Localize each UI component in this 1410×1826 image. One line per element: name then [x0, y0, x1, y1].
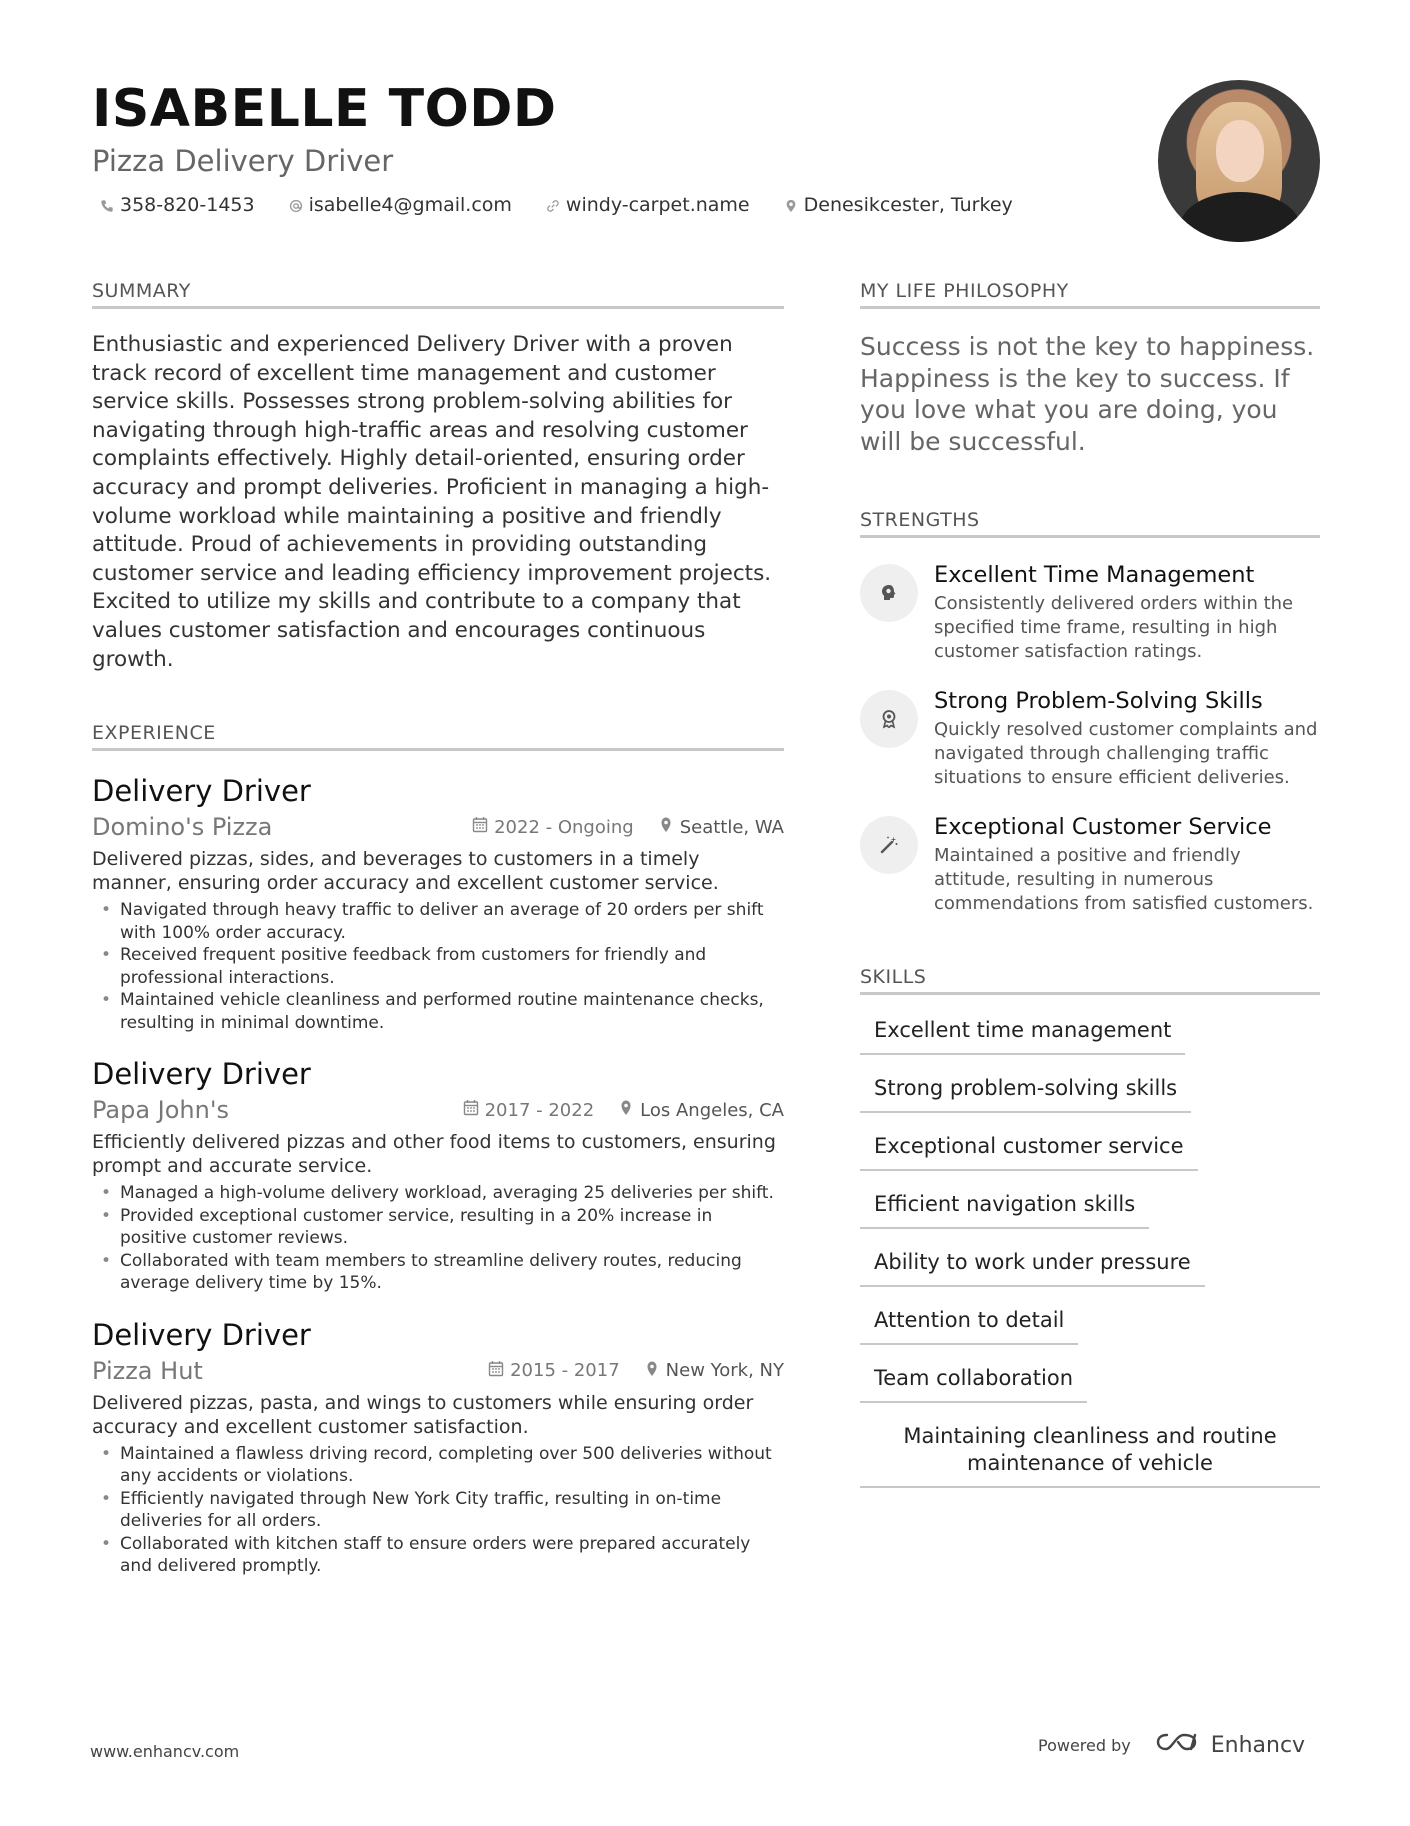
summary-heading: SUMMARY [92, 280, 784, 309]
skill-tag: Ability to work under pressure [860, 1241, 1205, 1287]
strength-description: Consistently delivered orders within the specified time frame, resulting in high customer satisfaction ratings. [934, 593, 1294, 662]
location-text: Denesikcester, Turkey [803, 194, 1013, 216]
philosophy-heading: MY LIFE PHILOSOPHY [860, 280, 1320, 309]
strength-item [860, 686, 1320, 790]
strength-item [860, 812, 1320, 916]
job-dates [472, 816, 634, 838]
philosophy-text: Success is not the key to happiness. Happiness is the key to success. If you love what you are doing, you will be successful. [860, 332, 1315, 456]
link-icon [546, 197, 560, 213]
skill-tag: Attention to detail [860, 1299, 1078, 1345]
job-bullets [92, 899, 784, 1034]
contact-row [92, 194, 1152, 216]
job-bullet: • Efficiently navigated through New York City traffic, resulting in on-time deliveries for all orders. [92, 1488, 784, 1533]
infinity-logo-icon [1155, 1730, 1201, 1760]
job-description: Delivered pizzas, pasta, and wings to customers while ensuring order accuracy and excellent customer satisfaction. [92, 1391, 754, 1438]
email-text: isabelle4@gmail.com [308, 194, 512, 216]
job-meta [463, 1099, 784, 1121]
job-title: Delivery Driver [92, 774, 311, 809]
skills-heading: SKILLS [860, 966, 1320, 995]
magic-wand-icon [860, 816, 918, 874]
summary-text: Enthusiastic and experienced Delivery Driver with a proven track record of excellent time management and customer service skills. Possesses strong problem-solving abilities for navigating through high-traffic areas and resolving customer complaints effectively. Highly detail-oriented, ensuring order accuracy and prompt deliveries. Proficient in managing a high-volume workload while maintaining a positive and friendly attitude. Proud of achievements in providing outstanding customer service and leading efficiency improvement projects. Excited to utilize my skills and contribute to a company that values customer satisfaction and encourages continuous growth. [92, 332, 772, 672]
strengths-heading: STRENGTHS [860, 509, 1320, 538]
job-meta-row [92, 813, 784, 841]
profile-photo [1158, 80, 1320, 242]
skills-list [860, 1009, 1320, 1500]
experience-entry [92, 1056, 784, 1295]
job-title: Delivery Driver [92, 1317, 311, 1352]
job-bullet: • Maintained vehicle cleanliness and performed routine maintenance checks, resulting in minimal downtime. [92, 989, 784, 1034]
strengths-section [860, 509, 1320, 916]
location-pin-icon [784, 197, 798, 213]
job-dates [488, 1360, 620, 1382]
phone-text: 358-820-1453 [120, 194, 255, 216]
company-name: Pizza Hut [92, 1356, 203, 1385]
job-bullet: • Provided exceptional customer service, resulting in a 20% increase in positive customer reviews. [92, 1205, 784, 1250]
job-location-text: Los Angeles, CA [640, 1099, 784, 1121]
job-meta [488, 1360, 784, 1382]
philosophy-section [860, 280, 1320, 457]
experience-heading: EXPERIENCE [92, 722, 784, 751]
job-title: Delivery Driver [92, 1057, 311, 1092]
job-location [618, 1099, 784, 1121]
location-pin-icon [658, 816, 674, 838]
experience-section [92, 722, 784, 1578]
strength-description: Quickly resolved customer complaints and navigated through challenging traffic situations to ensure efficient deliveries. [934, 719, 1318, 788]
strength-description: Maintained a positive and friendly attitude, resulting in numerous commendations from satisfied customers. [934, 845, 1314, 914]
job-bullets [92, 1182, 784, 1295]
job-description: Delivered pizzas, sides, and beverages to customers in a timely manner, ensuring order accuracy and excellent customer service. [92, 848, 719, 895]
skill-tag: Excellent time management [860, 1009, 1185, 1055]
skill-tag: Exceptional customer service [860, 1125, 1198, 1171]
photo-face [1216, 120, 1264, 182]
footer-branding [1038, 1730, 1305, 1760]
skill-tag: Efficient navigation skills [860, 1183, 1149, 1229]
phone-icon [100, 197, 114, 213]
skills-section [860, 966, 1320, 1500]
strength-title: Strong Problem-Solving Skills [934, 688, 1263, 714]
job-bullet: • Maintained a flawless driving record, completing over 500 deliveries without any accidents or violations. [92, 1443, 784, 1488]
job-bullet: • Navigated through heavy traffic to deliver an average of 20 orders per shift with 100% order accuracy. [92, 899, 784, 944]
contact-phone [92, 194, 255, 216]
brand-name: Enhancv [1210, 1732, 1306, 1758]
strength-title: Excellent Time Management [934, 562, 1255, 588]
job-location [658, 816, 784, 838]
job-meta-row [92, 1357, 784, 1385]
strength-text [934, 560, 1320, 664]
right-column [860, 280, 1320, 1500]
award-icon [860, 690, 918, 748]
summary-section [92, 280, 784, 674]
job-meta [472, 816, 784, 838]
strength-text [934, 812, 1320, 916]
at-icon [289, 197, 303, 213]
skill-tag: Maintaining cleanliness and routine maintenance of vehicle [860, 1415, 1320, 1488]
job-location-text: Seattle, WA [679, 816, 784, 838]
location-pin-icon [618, 1099, 634, 1121]
job-bullet: • Managed a high-volume delivery workload, averaging 25 deliveries per shift. [92, 1182, 784, 1205]
job-bullet: • Collaborated with team members to streamline delivery routes, reducing average delivery time by 15%. [92, 1250, 784, 1295]
job-dates-text: 2022 - Ongoing [494, 816, 634, 838]
job-dates-text: 2015 - 2017 [510, 1360, 620, 1382]
strength-item [860, 560, 1320, 664]
contact-location [776, 194, 1013, 216]
website-text: windy-carpet.name [565, 194, 750, 216]
contact-email[interactable] [281, 194, 512, 216]
job-bullet: • Received frequent positive feedback from customers for friendly and professional interactions. [92, 944, 784, 989]
candidate-title: Pizza Delivery Driver [92, 144, 394, 178]
experience-entry [92, 1317, 784, 1578]
job-bullets [92, 1443, 784, 1578]
enhancv-logo[interactable] [1155, 1730, 1305, 1760]
job-meta-row [92, 1096, 784, 1124]
job-location [644, 1360, 784, 1382]
footer-website[interactable]: www.enhancv.com [90, 1742, 240, 1761]
job-dates-text: 2017 - 2022 [484, 1099, 595, 1121]
resume-header [92, 78, 1152, 216]
job-location-text: New York, NY [665, 1360, 784, 1382]
calendar-icon [472, 816, 488, 838]
strength-title: Exceptional Customer Service [934, 814, 1272, 840]
calendar-icon [488, 1360, 504, 1382]
company-name: Domino's Pizza [92, 813, 273, 842]
calendar-icon [463, 1099, 479, 1121]
contact-website[interactable] [538, 194, 750, 216]
job-description: Efficiently delivered pizzas and other food items to customers, ensuring prompt and accurate service. [92, 1131, 776, 1178]
candidate-name: ISABELLE TODD [92, 79, 557, 139]
skill-tag: Team collaboration [860, 1357, 1087, 1403]
job-bullet: • Collaborated with kitchen staff to ensure orders were prepared accurately and delivered promptly. [92, 1533, 784, 1578]
experience-entry [92, 773, 784, 1034]
strength-text [934, 686, 1320, 790]
location-pin-icon [644, 1360, 660, 1382]
company-name: Papa John's [92, 1096, 229, 1125]
left-column [92, 280, 784, 1578]
skill-tag: Strong problem-solving skills [860, 1067, 1191, 1113]
powered-by-label: Powered by [1038, 1735, 1131, 1755]
head-icon [860, 564, 918, 622]
job-dates [463, 1099, 595, 1121]
